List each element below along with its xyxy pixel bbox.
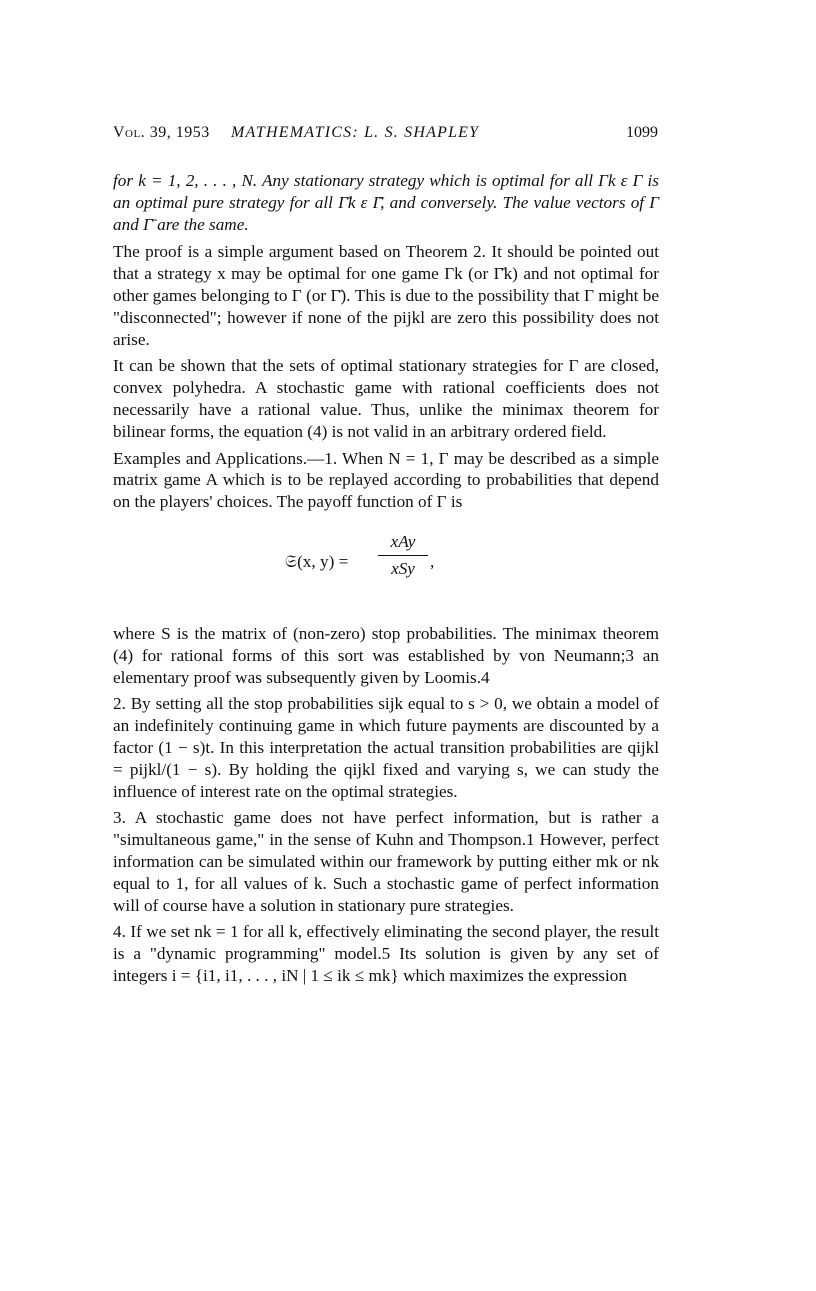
paragraph-example-4: 4. If we set nk = 1 for all k, effectively eliminating the second player, the result is a "dynamic programming" model.5 Its solution is given by any set of integers i = {i1, i1, . . . , iN | 1 ≤ ik ≤ mk} which maximizes the expression bbox=[113, 922, 659, 985]
formula-numerator: xAy bbox=[390, 531, 416, 551]
page-number: 1099 bbox=[626, 124, 658, 141]
volume-label: Vol. 39, 1953 bbox=[113, 124, 210, 141]
paragraph-examples-1: Examples and Applications.—1. When N = 1, Γ may be described as a simple matrix game A which is to be replayed according to probabilities that depend on the players' choices. The payoff function of Γ is bbox=[113, 448, 659, 512]
paragraph-example-2: 2. By setting all the stop probabilities sijk equal to s > 0, we obtain a model of an indefinitely continuing game in which future payments are discounted by a factor (1 − s)t. In this interpretation the actual transition probabilities are qijkl = pijkl/(1 − s). By holding the qijkl fixed and varying s, we can study the influence of interest rate on the optimal strategies. bbox=[113, 694, 659, 801]
running-header bbox=[113, 124, 658, 148]
formula-denominator: xSy bbox=[391, 558, 415, 578]
formula-fraction bbox=[378, 531, 428, 580]
fraction-bar bbox=[378, 555, 428, 556]
paragraph-polyhedra: It can be shown that the sets of optimal stationary strategies for Γ are closed, convex polyhedra. A stochastic game with rational coefficients does not necessarily have a rational value. Thus, unlike the minimax theorem for bilinear forms, the equation (4) is not valid in an arbitrary ordered field. bbox=[113, 356, 659, 441]
payoff-formula bbox=[113, 519, 659, 615]
formula-comma: , bbox=[430, 551, 435, 571]
paragraph-proof: The proof is a simple argument based on Theorem 2. It should be pointed out that a strategy x may be optimal for one game Γk (or Γ̄k) and not optimal for other games belonging to Γ (or Γ̄). This is due to the possibility that Γ might be "disconnected"; however if none of the pijkl are zero this possibility does not arise. bbox=[113, 242, 659, 349]
running-title: MATHEMATICS: L. S. SHAPLEY bbox=[231, 124, 480, 141]
paragraph-theorem-conclusion: for k = 1, 2, . . . , N. Any stationary strategy which is optimal for all Γk ε Γ is an optimal pure strategy for all Γ̄k ε Γ̄, and conversely. The value vectors of Γ and Γ̄ are the same. bbox=[113, 171, 659, 234]
formula-lhs: 𝔖(x, y) = bbox=[285, 551, 349, 571]
paragraph-example-3: 3. A stochastic game does not have perfect information, but is rather a "simultaneous game," in the sense of Kuhn and Thompson.1 However, perfect information can be simulated within our framework by putting either mk or nk equal to 1, for all values of k. Such a stochastic game of perfect information will of course have a solution in stationary pure strategies. bbox=[113, 808, 659, 915]
paragraph-stop-probabilities: where S is the matrix of (non-zero) stop probabilities. The minimax theorem (4) for rational forms of this sort was established by von Neumann;3 an elementary proof was subsequently given by Loomis.4 bbox=[113, 623, 659, 687]
article-body bbox=[113, 170, 659, 987]
